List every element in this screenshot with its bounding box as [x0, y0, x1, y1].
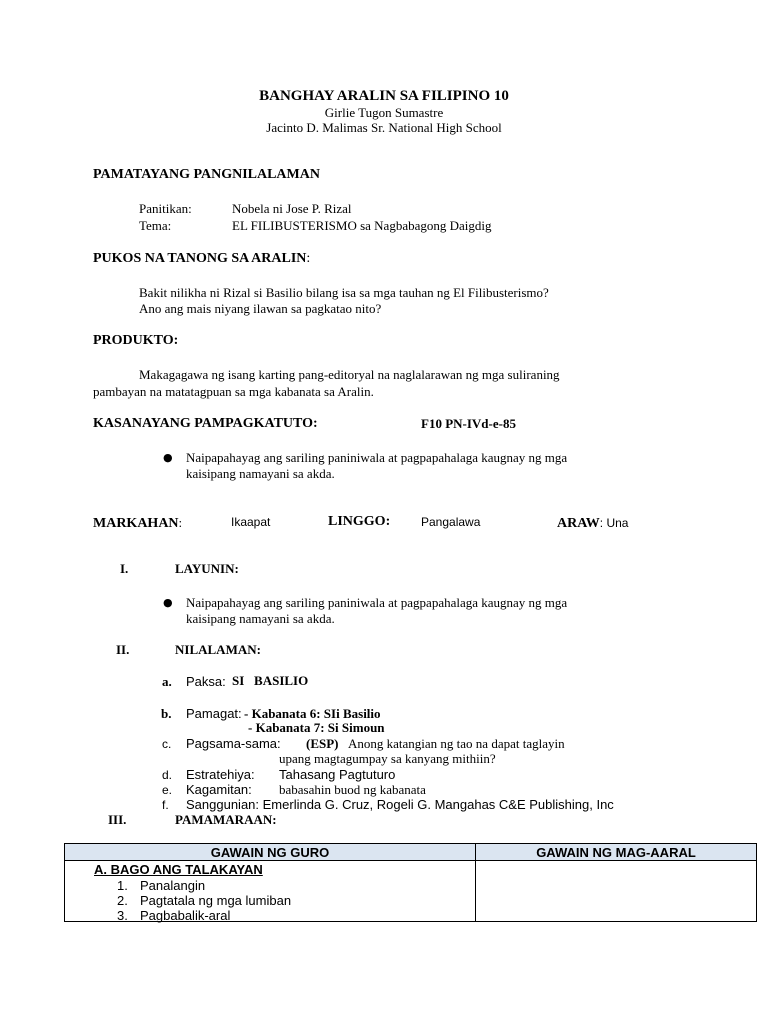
item-f-letter: f. [162, 798, 169, 812]
item-e-letter: e. [162, 783, 173, 797]
kagamitan-label: Kagamitan: [186, 782, 252, 797]
cell-gawain-mag-aaral [476, 861, 757, 922]
araw-line [557, 514, 628, 532]
esp-tag: (ESP) [306, 736, 339, 751]
pukos-colon: : [306, 251, 311, 266]
layunin-bullet-line-2: kaisipang namayani sa akda. [186, 611, 335, 626]
pukos-heading-line [93, 251, 310, 267]
paksa-label: Paksa: [186, 674, 226, 689]
linggo-label: LINGGO: [328, 514, 391, 529]
sanggunian-value: Emerlinda G. Cruz, Rogeli G. Mangahas C&E Publishing, Inc [262, 797, 614, 812]
bullet-icon: ● [163, 596, 173, 609]
estratehiya-label: Estratehiya: [186, 767, 255, 782]
item-a-letter: a. [162, 674, 172, 689]
pamagat-value-1: - Kabanata 6: SIi Basilio [244, 706, 381, 721]
araw-label: ARAW [557, 516, 600, 531]
list-item: Panalangin [140, 878, 206, 893]
markahan-label: MARKAHAN [93, 516, 179, 531]
linggo-value: Pangalawa [421, 515, 481, 529]
table-row [65, 861, 757, 922]
item-c-letter: c. [162, 737, 172, 751]
pagsama-value-2: upang magtagumpay sa kanyang mithiin? [279, 751, 496, 766]
tema-value: EL FILIBUSTERISMO sa Nagbabagong Daigdig [232, 218, 492, 233]
markahan-colon: : [178, 515, 183, 530]
markahan-label-line [93, 514, 182, 532]
list-item: Pagtatala ng mga lumiban [140, 893, 292, 908]
pamagat-value-2: - Kabanata 7: Si Simoun [248, 720, 385, 735]
pagsama-value-1: Anong katangian ng tao na dapat taglayin [348, 736, 565, 751]
panitikan-value: Nobela ni Jose P. Rizal [232, 201, 352, 216]
pamamaraan-heading: PAMAMARAAN: [175, 812, 277, 827]
produkto-line-1: Makagagawa ng isang karting pang-editoryal na naglalarawan ng mga suliraning [139, 367, 560, 382]
estratehiya-value: Tahasang Pagtuturo [279, 767, 396, 782]
pukos-question-1: Bakit nilikha ni Rizal si Basilio bilang isa sa mga tauhan ng El Filibusterismo? [139, 285, 549, 300]
pamagat-label: Pamagat: [186, 706, 242, 721]
bullet-icon: ● [163, 451, 173, 464]
item-d-letter: d. [162, 768, 173, 782]
kasanayan-bullet-line-1: Naipapahayag ang sariling paniniwala at pagpapahalaga kaugnay ng mga [186, 450, 568, 465]
tema-label: Tema: [139, 218, 172, 233]
paksa-value: SI BASILIO [232, 673, 309, 688]
item-b-letter: b. [161, 706, 172, 721]
pagsama-label: Pagsama-sama: [186, 736, 281, 751]
layunin-number: I. [120, 561, 129, 576]
header-gawain-guro: GAWAIN NG GURO [65, 844, 476, 861]
section-bago-ang-talakayan: A. BAGO ANG TALAKAYAN [94, 862, 263, 877]
panitikan-label: Panitikan: [139, 201, 192, 216]
produkto-heading: PRODUKTO: [93, 333, 179, 348]
list-item-number: 2. [117, 893, 128, 908]
pamamaraan-number: III. [108, 812, 127, 827]
nilalaman-number: II. [116, 642, 130, 657]
araw-value: : Una [599, 516, 629, 530]
nilalaman-heading: NILALAMAN: [175, 642, 261, 657]
pukos-heading: PUKOS NA TANONG SA ARALIN [93, 251, 307, 266]
markahan-value: Ikaapat [231, 515, 271, 529]
list-item-number: 3. [117, 908, 128, 923]
sanggunian-line [186, 797, 614, 812]
sanggunian-label: Sanggunian: [186, 797, 260, 812]
kasanayan-bullet-line-2: kaisipang namayani sa akda. [186, 466, 335, 481]
kasanayan-code: F10 PN-IVd-e-85 [421, 416, 516, 431]
pamantayan-heading: PAMATAYANG PANGNILALAMAN [93, 167, 320, 182]
produkto-line-2: pambayan na matatagpuan sa mga kabanata sa Aralin. [93, 384, 374, 399]
list-item-number: 1. [117, 878, 128, 893]
pukos-question-2: Ano ang mais niyang ilawan sa pagkatao nito? [139, 301, 382, 316]
layunin-bullet-line-1: Naipapahayag ang sariling paniniwala at pagpapahalaga kaugnay ng mga [186, 595, 568, 610]
school-name: Jacinto D. Malimas Sr. National High School [266, 120, 502, 135]
kasanayan-heading: KASANAYANG PAMPAGKATUTO: [93, 416, 318, 431]
kagamitan-value: babasahin buod ng kabanata [279, 782, 426, 797]
list-item: Pagbabalik-aral [140, 908, 231, 923]
header-gawain-mag-aaral: GAWAIN NG MAG-AARAL [476, 844, 757, 861]
document-title: BANGHAY ARALIN SA FILIPINO 10 [259, 88, 509, 104]
pamamaraan-table [64, 843, 757, 922]
author-name: Girlie Tugon Sumastre [324, 105, 444, 120]
table-header-row [65, 844, 757, 861]
cell-gawain-guro [65, 861, 476, 922]
layunin-heading: LAYUNIN: [175, 561, 239, 576]
